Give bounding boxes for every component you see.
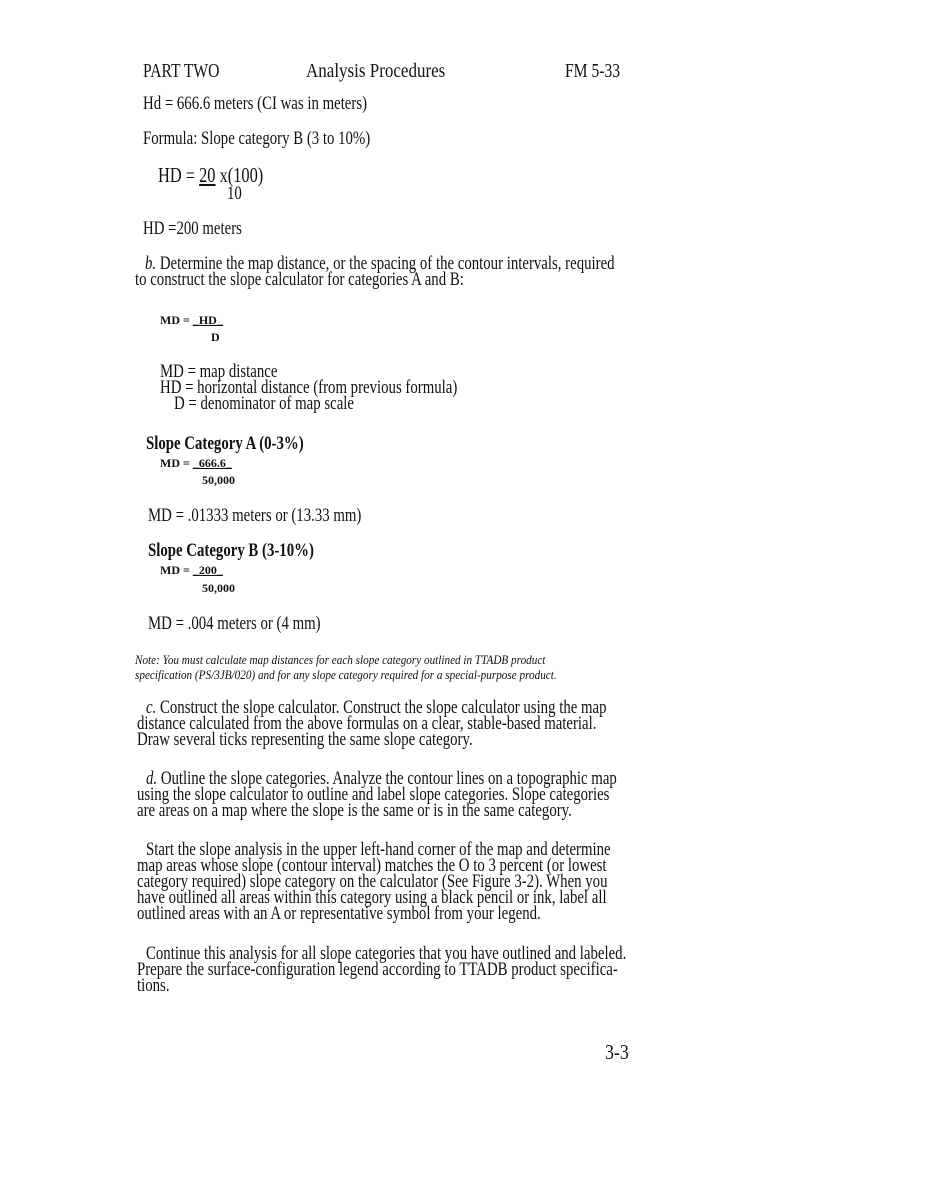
note-line2: specification (PS/3JB/020) and for any slope category required for a special-purpose product.: [135, 667, 557, 682]
category-b-denominator: 50,000: [202, 581, 235, 595]
header-manual-number: FM 5-33: [565, 60, 621, 82]
md-formula-numerator-row: [160, 313, 223, 328]
para-d-line1: Outline the slope categories. Analyze the contour lines on a topographic map: [157, 768, 617, 789]
paragraph-b: [135, 253, 765, 290]
md-formula-numerator: _HD_: [192, 313, 223, 327]
para-start-line4: have outlined all areas within this category using a black pencil or ink, label all: [137, 887, 607, 908]
category-b-prefix: MD =: [160, 563, 193, 577]
paragraph-continue: [137, 943, 767, 996]
md-formula-denominator: D: [211, 330, 220, 344]
definition-d: D = denominator of map scale: [174, 393, 354, 414]
hd-eq-prefix: HD =: [158, 163, 200, 187]
para-c-label: c.: [146, 697, 157, 718]
para-c-line2: distance calculated from the above formulas on a clear, stable-based material.: [137, 713, 597, 734]
definition-md: MD = map distance: [160, 361, 278, 382]
note-line1: Note: You must calculate map distances for each slope category outlined in TTADB product: [135, 652, 546, 667]
md-formula-prefix: MD =: [160, 313, 193, 327]
para-start-line3: category required) slope category on the calculator (See Figure 3-2). When you: [137, 871, 608, 892]
category-a-result: MD = .01333 meters or (13.33 mm): [148, 505, 362, 526]
header-section-title: Analysis Procedures: [306, 60, 446, 82]
category-a-formula-row: [160, 456, 232, 471]
para-c-line3: Draw several ticks representing the same slope category.: [137, 729, 473, 750]
hd-numerator: 20: [199, 163, 216, 187]
para-start-line1: Start the slope analysis in the upper left-hand corner of the map and determine: [146, 839, 611, 860]
category-b-numerator: _200_: [192, 563, 223, 577]
note: [135, 652, 625, 682]
para-d-line3: are areas on a map where the slope is the same or is in the same category.: [137, 800, 572, 821]
hd-denominator: 10: [227, 183, 242, 204]
hd-times: x: [219, 163, 228, 187]
para-d-line2: using the slope calculator to outline and label slope categories. Slope categories: [137, 784, 610, 805]
para-continue-line1: Continue this analysis for all slope categories that you have outlined and labeled.: [146, 943, 627, 964]
category-a-denominator: 50,000: [202, 473, 235, 487]
para-b-line2: to construct the slope calculator for categories A and B:: [135, 269, 464, 290]
para-start-line2: map areas whose slope (contour interval) matches the O to 3 percent (or lowest: [137, 855, 607, 876]
para-start-line5: outlined areas with an A or representative symbol from your legend.: [137, 903, 541, 924]
paragraph-d: [137, 768, 767, 821]
para-b-label: b.: [145, 253, 157, 274]
para-continue-line2: Prepare the surface-configuration legend according to TTADB product specifica-: [137, 959, 618, 980]
category-b-title: Slope Category B (3-10%): [148, 540, 314, 561]
hd-equation: [158, 163, 293, 188]
para-d-label: d.: [146, 768, 158, 789]
category-b-formula-row: [160, 563, 223, 578]
hd-result-line: HD =200 meters: [143, 218, 242, 239]
category-b-result: MD = .004 meters or (4 mm): [148, 613, 321, 634]
hd-paren: (100): [227, 163, 264, 187]
category-a-numerator: _666.6_: [192, 456, 232, 470]
formula-line: Formula: Slope category B (3 to 10%): [143, 128, 371, 149]
category-a-prefix: MD =: [160, 456, 193, 470]
para-c-line1: Construct the slope calculator. Construct the slope calculator using the map: [156, 697, 607, 718]
paragraph-start: [137, 839, 767, 924]
definition-hd: HD = horizontal distance (from previous formula): [160, 377, 458, 398]
page-number: 3-3: [605, 1040, 629, 1064]
para-continue-line3: tions.: [137, 975, 170, 996]
category-a-title: Slope Category A (0-3%): [146, 433, 304, 454]
paragraph-c: [137, 697, 767, 750]
hd-value-line: Hd = 666.6 meters (CI was in meters): [143, 93, 368, 114]
para-b-line1: Determine the map distance, or the spacing of the contour intervals, required: [156, 253, 615, 274]
header-part: PART TWO: [143, 60, 220, 82]
